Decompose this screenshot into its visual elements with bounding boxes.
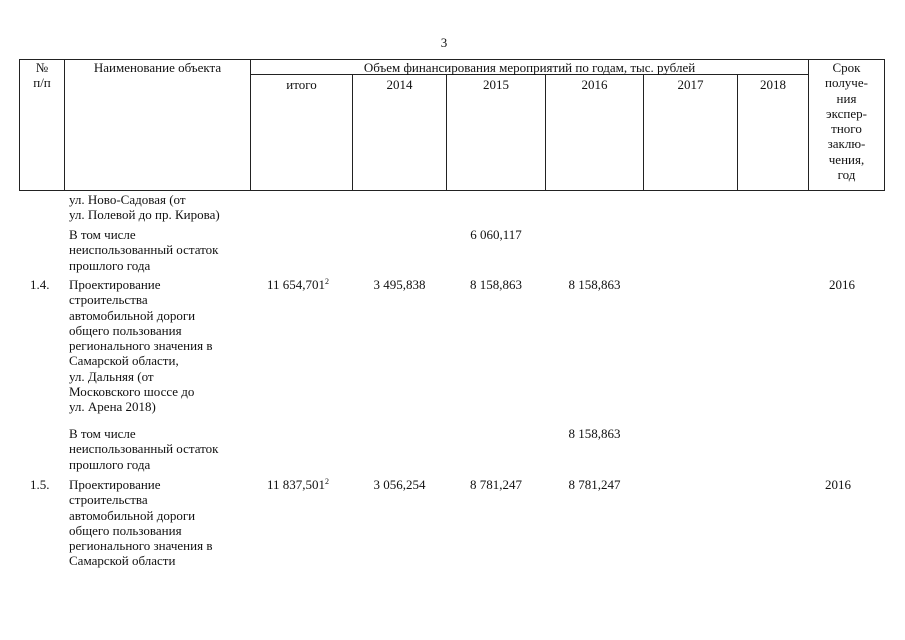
table-cell-2016: 8 158,863 — [568, 426, 621, 441]
table-cell-2014: 3 056,254 — [373, 477, 426, 492]
header-year-2017: 2017 — [677, 77, 704, 92]
header-num-label-line2: п/п — [33, 75, 51, 90]
footnote-mark: 2 — [325, 277, 330, 286]
table-cell-total: 11 837,501$^2$ — [267, 477, 330, 492]
header-year-2016: 2016 — [581, 77, 608, 92]
table-cell-2014: 3 495,838 — [373, 277, 426, 292]
header-total-label: итого — [286, 77, 317, 92]
table-row-object-name: Проектирование строительства автомобильной дороги общего пользования регионального значения в Самарской области — [69, 477, 213, 569]
header-num-label-line1: № — [35, 60, 49, 75]
table-cell-2015: 8 158,863 — [470, 277, 522, 292]
table-cell-2015: 8 781,247 — [470, 477, 522, 492]
table-cell-2016: 8 781,247 — [568, 477, 621, 492]
header-term-label: Срок получе- ния экспер- тного заклю- чения, год — [825, 60, 868, 183]
header-name-label: Наименование объекта — [93, 60, 222, 75]
table-cell-row-number: 1.4. — [30, 277, 50, 292]
table-cell-row-number: 1.5. — [30, 477, 50, 492]
header-financing-label: Объем финансирования мероприятий по годам, тыс. рублей — [363, 60, 696, 75]
header-year-2018: 2018 — [760, 77, 786, 92]
table-cell-term: 2016 — [825, 477, 851, 492]
page-number: 3 — [440, 35, 448, 50]
table-cell-2015: 6 060,117 — [470, 227, 522, 242]
footnote-mark: 2 — [325, 477, 330, 486]
header-year-2014: 2014 — [386, 77, 413, 92]
table-cell-total: 11 654,701$^2$ — [267, 277, 330, 292]
header-year-2015: 2015 — [483, 77, 509, 92]
table-row-continuation-name: ул. Ново-Садовая (от ул. Полевой до пр. Кирова) — [69, 192, 220, 223]
table-cell-term: 2016 — [829, 277, 855, 292]
table-row-object-name: Проектирование строительства автомобильной дороги общего пользования регионального значения в Самарской области, ул. Дальняя (от Московского шоссе до ул. Арена 2018) — [69, 277, 213, 415]
table-cell-2016: 8 158,863 — [568, 277, 621, 292]
table-row-remainder-name: В том числе неиспользованный остаток прошлого года — [69, 227, 219, 273]
table-row-remainder-name: В том числе неиспользованный остаток прошлого года — [69, 426, 219, 472]
